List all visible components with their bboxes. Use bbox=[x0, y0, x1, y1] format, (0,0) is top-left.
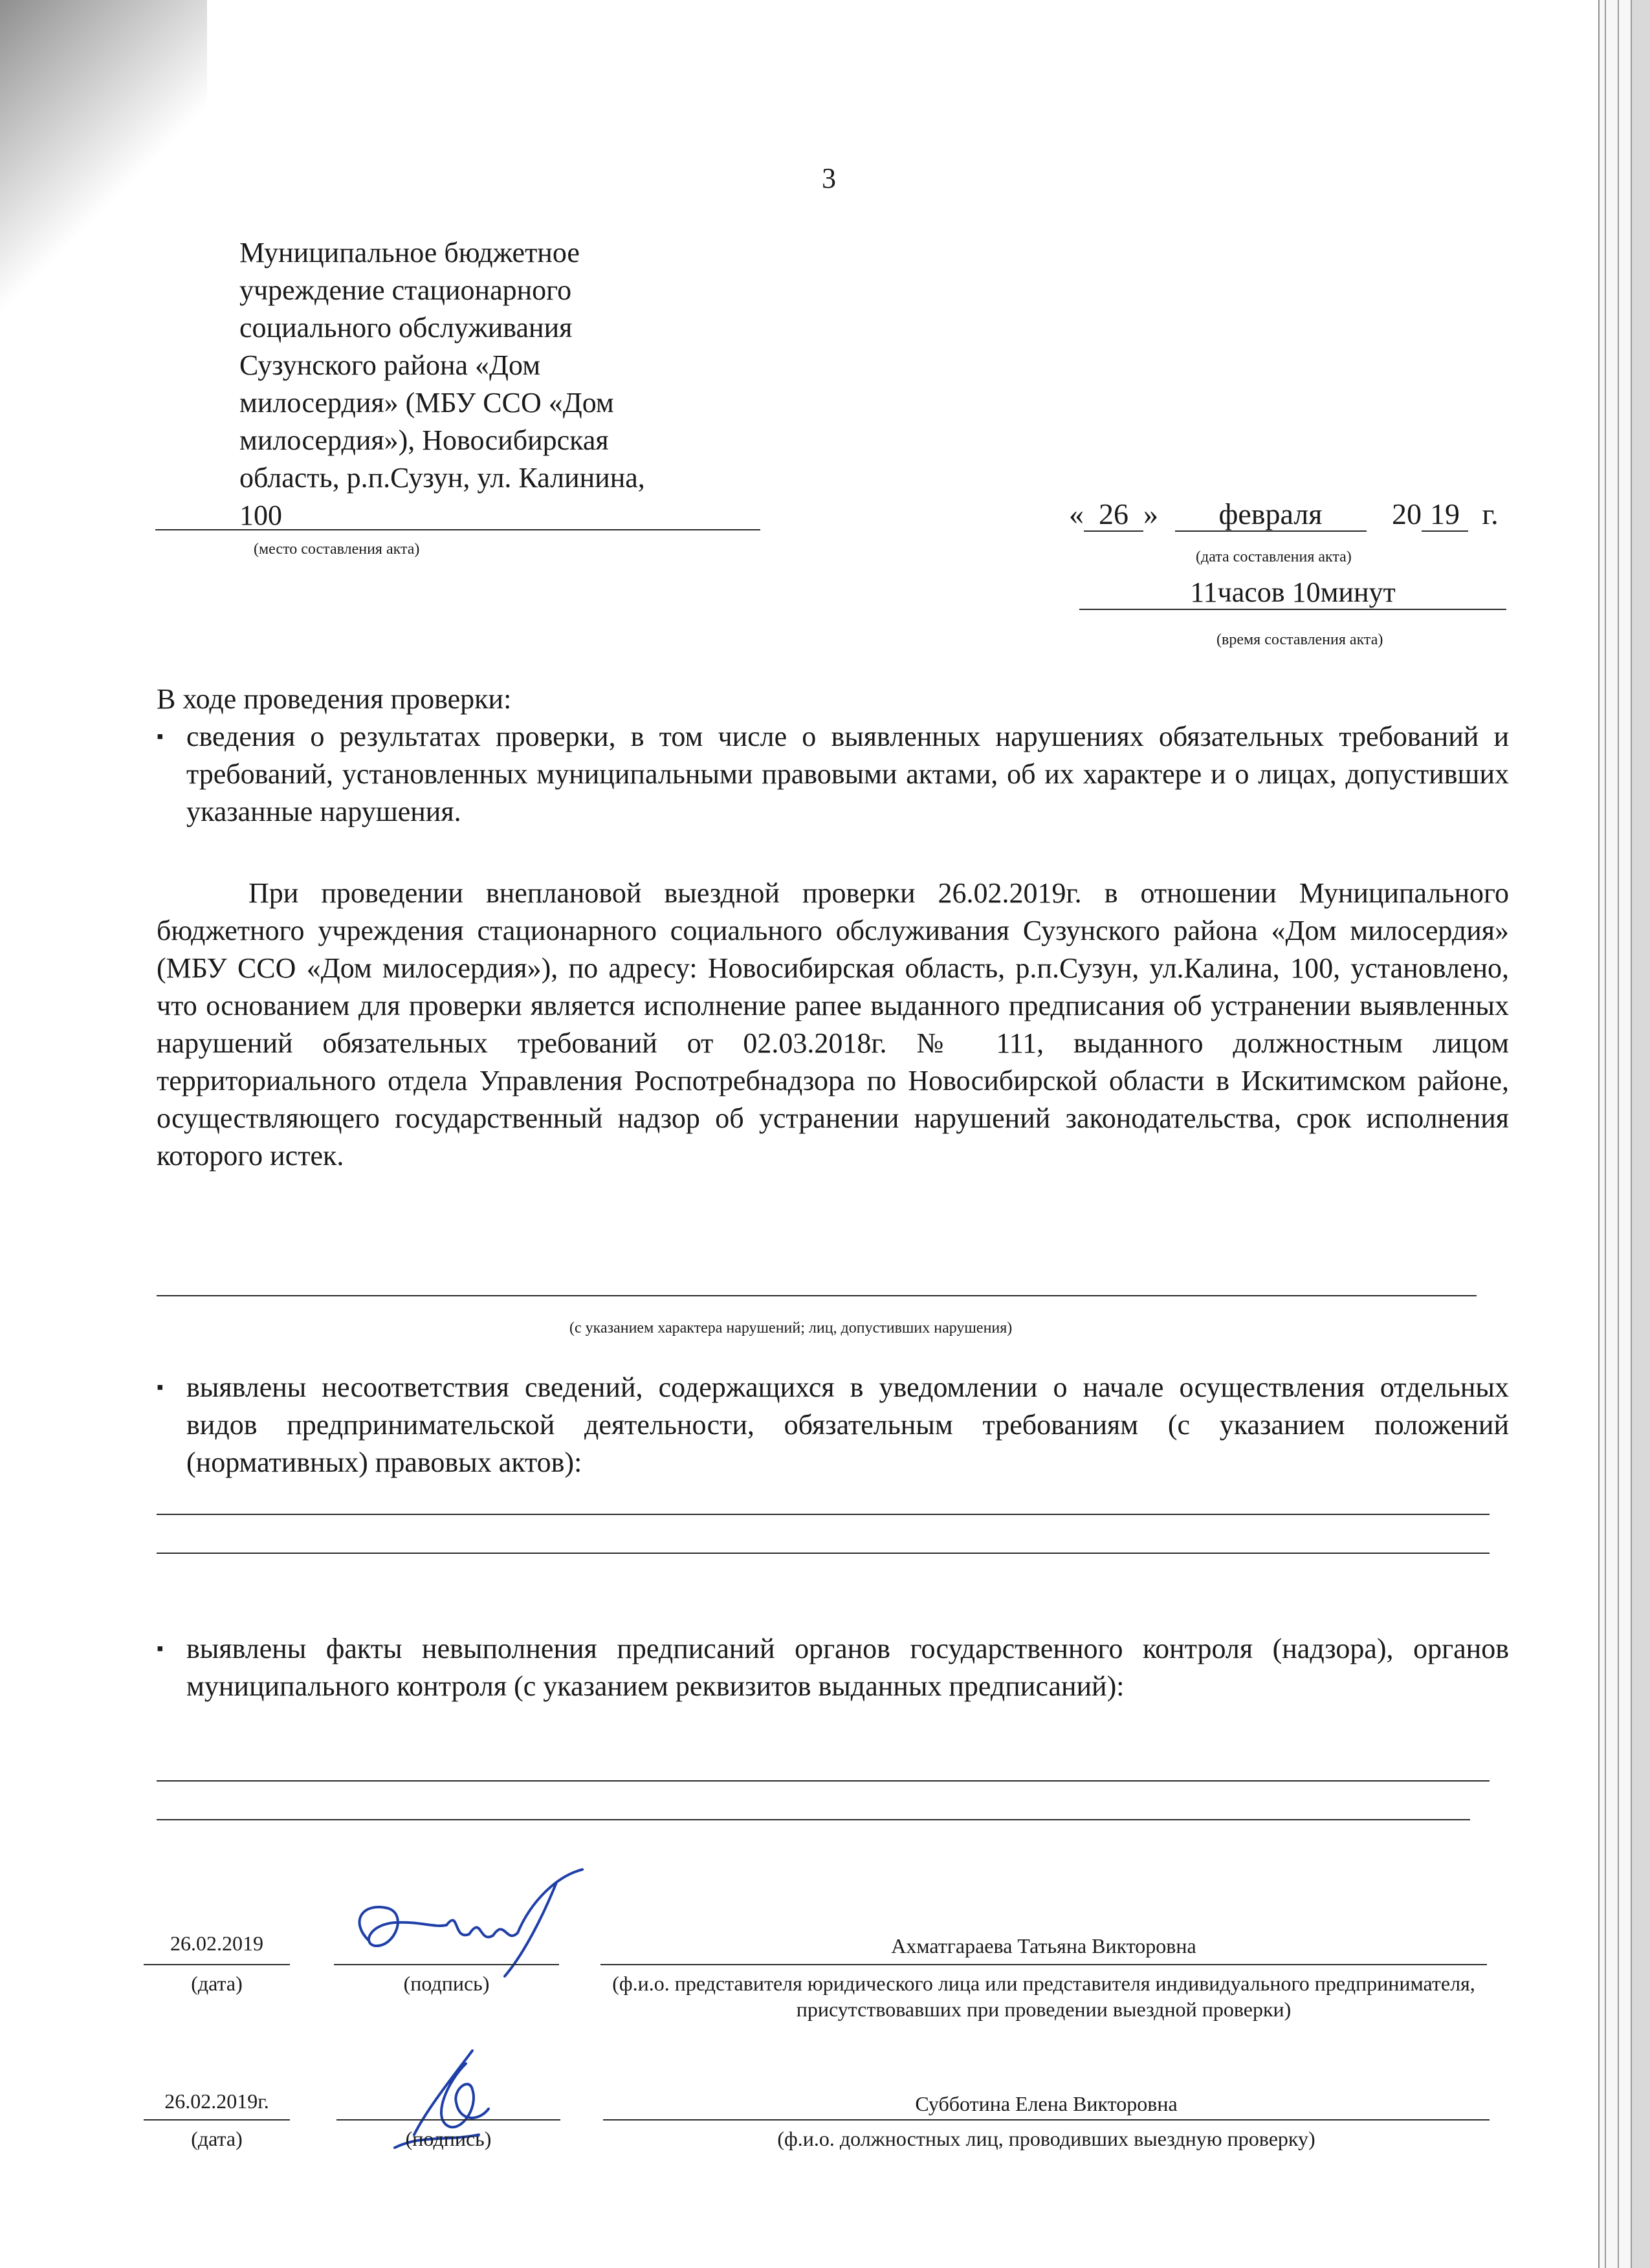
representative-name: Ахматгараева Татьяна Викторовна bbox=[891, 1934, 1196, 1957]
date-caption: (дата составления акта) bbox=[1196, 549, 1352, 565]
inspection-section bbox=[157, 681, 1509, 831]
signature-line bbox=[336, 2119, 560, 2121]
signature-date-caption-2: (дата) bbox=[191, 2127, 243, 2150]
handwritten-signature-1 bbox=[324, 1863, 608, 1979]
signature-date-1: 26.02.2019 bbox=[170, 1932, 263, 1955]
place-of-act: Муниципальное бюджетное учреждение стационарного социального обслуживания Сузунского района «Дом милосердия» (МБУ ССО «Дом милосердия»), Новосибирская область, р.п.Сузун, ул. Калинина, 100 bbox=[239, 237, 645, 531]
signature-line bbox=[334, 1964, 559, 1965]
inspection-paragraph: При проведении внеплановой выездной проверки 26.02.2019г. в отношении Муниципального бюджетного учреждения стационарного социального обслуживания Сузунского района «Дом милосердия» (МБУ ССО «Дом милосердия»), по адресу: Новосибирская область, р.п.Сузун, ул.Калина, 100, установлено, что основанием для проверки является исполнение рапее выданного предписания об устранении выявленных нарушений обязательных требований от 02.03.2018г. № 111, выданного должностным лицом территориального отдела Управления Роспотребнадзора по Новосибирской области в Искитимском районе, осуществляющего государственный надзор об устранении нарушений законодательства, срок исполнения которого истек. bbox=[157, 877, 1509, 1172]
signature-date-line bbox=[144, 1964, 290, 1965]
date-day: 26 bbox=[1084, 498, 1143, 532]
bullet-icon: ▪ bbox=[157, 1638, 164, 1659]
inspector-name: Субботина Елена Викторовна bbox=[915, 2092, 1178, 2115]
signature-date-line bbox=[144, 2119, 290, 2121]
inspector-name-caption: (ф.и.о. должностных лиц, проводивших выездную проверку) bbox=[777, 2127, 1315, 2150]
blank-line bbox=[157, 1514, 1490, 1515]
list-item bbox=[157, 1369, 1509, 1481]
scan-shadow bbox=[0, 0, 207, 362]
date-year-suffix: 19 bbox=[1422, 498, 1468, 532]
time-caption: (время составления акта) bbox=[1216, 631, 1383, 648]
signature-caption-1: (подпись) bbox=[403, 1972, 490, 1995]
signature-caption-2: (подпись) bbox=[405, 2127, 492, 2150]
name-line bbox=[603, 2119, 1490, 2121]
date-year-unit: г. bbox=[1482, 497, 1499, 530]
date-month: февраля bbox=[1175, 498, 1367, 532]
inspection-item-1: сведения о результатах проверки, в том числе о выявленных нарушениях обязательных требований и требований, установленных муниципальными правовыми актами, об их характере и о лицах, допустивших указанные нарушения. bbox=[186, 721, 1509, 827]
signature-date-2: 26.02.2019г. bbox=[164, 2089, 269, 2113]
representative-name-caption: (ф.и.о. представителя юридического лица или представителя индивидуального предпринимателя, присутствовавших при проведении выездной проверки) bbox=[612, 1972, 1475, 2021]
list-item bbox=[157, 718, 1509, 831]
bullet-icon: ▪ bbox=[157, 1377, 164, 1398]
place-caption: (место составления акта) bbox=[254, 541, 420, 558]
time-value: 11часов 10минут bbox=[1079, 576, 1506, 610]
act-date bbox=[1069, 497, 1499, 532]
page-number: 3 bbox=[822, 162, 836, 194]
inspection-heading: В ходе проведения проверки: bbox=[157, 683, 512, 715]
blank-line bbox=[157, 1780, 1490, 1782]
name-line bbox=[600, 1964, 1487, 1965]
inspection-item-3: выявлены факты невыполнения предписаний органов государственного контроля (надзора), органов муниципального контроля (с указанием реквизитов выданных предписаний): bbox=[186, 1633, 1509, 1702]
signature-date-caption-1: (дата) bbox=[191, 1972, 243, 1995]
act-time bbox=[1079, 576, 1506, 610]
blank-line bbox=[157, 1553, 1490, 1554]
bullet-icon: ▪ bbox=[157, 726, 164, 747]
blank-line bbox=[157, 1819, 1470, 1820]
date-close-quote: » bbox=[1143, 497, 1158, 530]
date-year-prefix: 20 bbox=[1392, 497, 1422, 530]
list-item bbox=[157, 1630, 1509, 1705]
place-underline bbox=[155, 529, 760, 530]
inspection-item-2: выявлены несоответствия сведений, содержащихся в уведомлении о начале осуществления отдельных видов предпринимательской деятельности, обязательным требованиям (с указанием положений (нормативных) правовых актов): bbox=[186, 1371, 1509, 1478]
violations-caption: (с указанием характера нарушений; лиц, допустивших нарушения) bbox=[569, 1320, 1013, 1336]
date-open-quote: « bbox=[1069, 497, 1084, 530]
violations-line bbox=[157, 1295, 1477, 1296]
